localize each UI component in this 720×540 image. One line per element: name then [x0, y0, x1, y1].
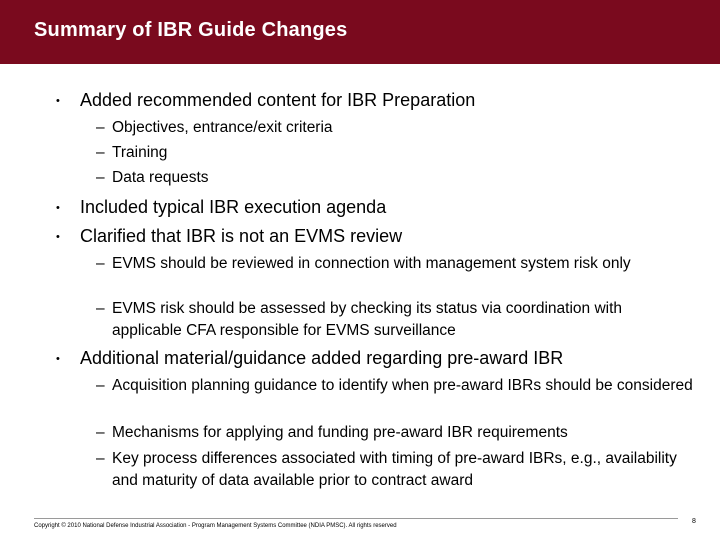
- sub-bullet-text: Mechanisms for applying and funding pre-award IBR requirements: [112, 424, 568, 441]
- sub-bullet-item: [96, 253, 686, 275]
- sub-bullet-text: EVMS should be reviewed in connection with management system risk only: [112, 255, 631, 272]
- dash-icon: –: [96, 377, 105, 394]
- footer-copyright: Copyright © 2010 National Defense Industrial Association - Program Management Systems Committee (NDIA PMSC). All rights reserved: [34, 523, 397, 529]
- bullet-text: Clarified that IBR is not an EVMS review: [80, 226, 403, 246]
- sub-bullet-text: Data requests: [112, 169, 209, 186]
- dash-icon: –: [96, 450, 105, 467]
- sub-bullet-text: Objectives, entrance/exit criteria: [112, 119, 333, 136]
- sub-bullet-item: [96, 375, 696, 397]
- sub-bullet-item: [96, 448, 696, 492]
- footer-divider: [34, 518, 678, 519]
- sub-bullet-item: [96, 167, 706, 189]
- dash-icon: –: [96, 144, 105, 161]
- page-number: 8: [692, 518, 696, 525]
- bullet-icon: •: [56, 95, 60, 107]
- sub-bullet-text: Acquisition planning guidance to identify when pre-award IBRs should be considered: [112, 377, 693, 394]
- bullet-icon: •: [56, 231, 60, 243]
- bullet-text: Included typical IBR execution agenda: [80, 197, 387, 217]
- bullet-icon: •: [56, 353, 60, 365]
- slide-title: Summary of IBR Guide Changes: [34, 19, 348, 41]
- dash-icon: –: [96, 169, 105, 186]
- sub-bullet-item: [96, 117, 706, 139]
- bullet-icon: •: [56, 202, 60, 214]
- sub-bullet-text: Training: [112, 144, 168, 161]
- sub-bullet-item: [96, 142, 706, 164]
- dash-icon: –: [96, 300, 105, 317]
- sub-bullet-item: [96, 422, 696, 444]
- dash-icon: –: [96, 255, 105, 272]
- sub-bullet-text: EVMS risk should be assessed by checking its status via coordination with applicable CFA responsible for EVMS surveillance: [112, 300, 623, 339]
- sub-bullet-text: Key process differences associated with timing of pre-award IBRs, e.g., availability and maturity of data available prior to contract award: [112, 450, 677, 489]
- bullet-text: Added recommended content for IBR Preparation: [80, 90, 476, 110]
- dash-icon: –: [96, 119, 105, 136]
- bullet-text: Additional material/guidance added regarding pre-award IBR: [80, 348, 564, 368]
- sub-bullet-item: [96, 298, 686, 342]
- dash-icon: –: [96, 424, 105, 441]
